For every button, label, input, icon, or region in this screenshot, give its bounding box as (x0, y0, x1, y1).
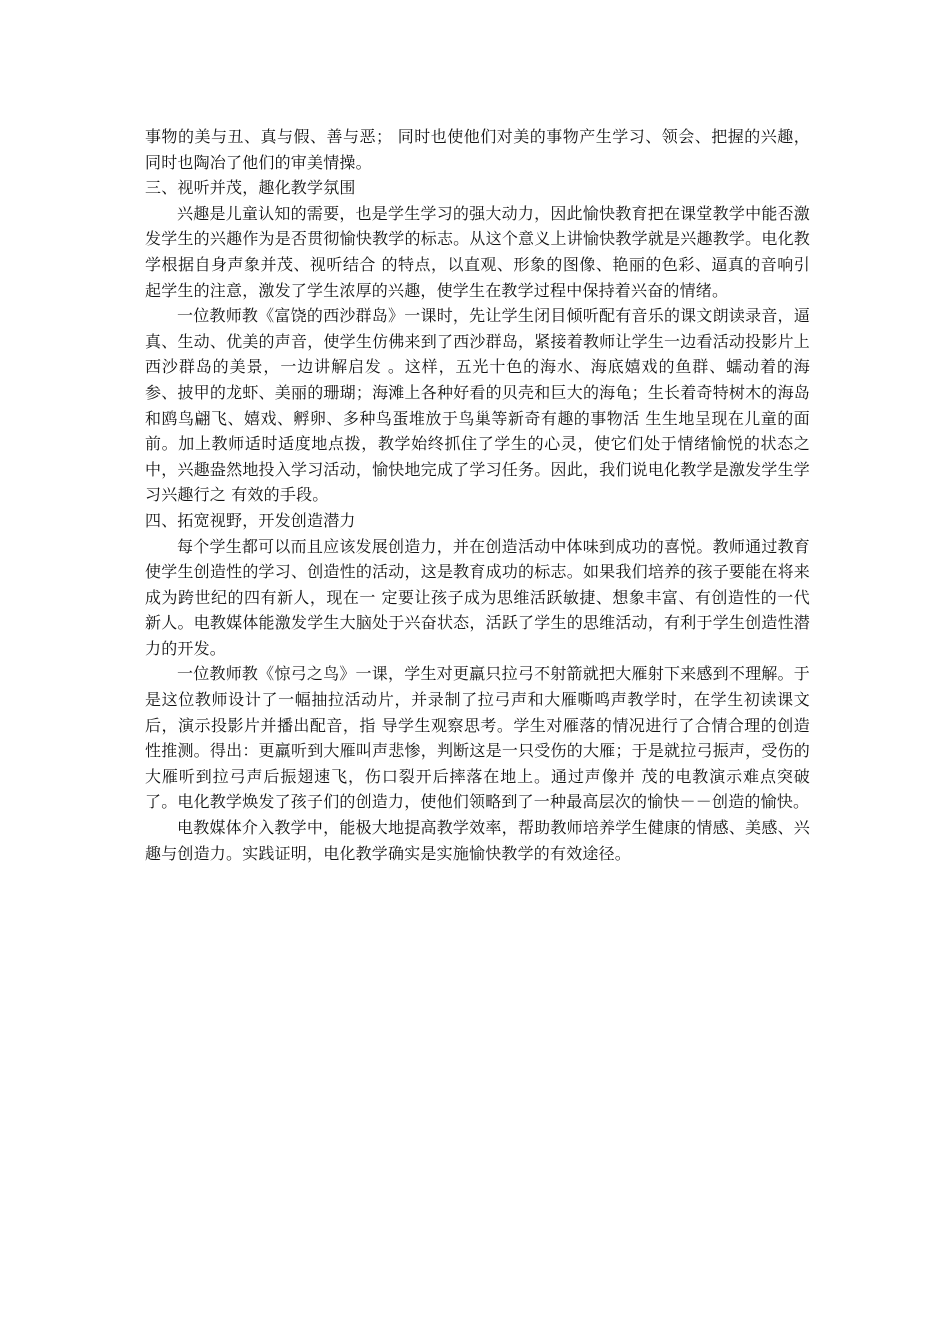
body-paragraph: 每个学生都可以而且应该发展创造力，并在创造活动中体味到成功的喜悦。教师通过教育使学生创造性的学习、创造性的活动，这是教育成功的标志。如果我们培养的孩子要能在将来成为跨世纪的四有新人，现在一 定要让孩子成为思维活跃敏捷、想象丰富、有创造性的一代新人。电教媒体能激发学生大脑处于兴奋状态，活跃了学生的思维活动，有利于学生创造性潜力的开发。 (145, 536, 810, 658)
body-paragraph: 兴趣是儿童认知的需要，也是学生学习的强大动力，因此愉快教育把在课堂教学中能否激发学生的兴趣作为是否贯彻愉快教学的标志。从这个意义上讲愉快教学就是兴趣教学。电化教学根据自身声象并茂、视听结合 的特点，以直观、形象的图像、艳丽的色彩、逼真的音响引起学生的注意，激发了学生浓厚的兴趣，使学生在教学过程中保持着兴奋的情绪。 (145, 203, 810, 300)
document-body (145, 124, 810, 866)
continuation-paragraph: 事物的美与丑、真与假、善与恶； 同时也使他们对美的事物产生学习、领会、把握的兴趣，同时也陶冶了他们的审美情操。 (145, 127, 810, 172)
body-paragraph: 一位教师教《惊弓之鸟》一课，学生对更羸只拉弓不射箭就把大雁射下来感到不理解。于是这位教师设计了一幅抽拉活动片，并录制了拉弓声和大雁嘶鸣声教学时，在学生初读课文后，演示投影片并播出配音，指 导学生观察思考。学生对雁落的情况进行了合情合理的创造性推测。得出：更羸听到大雁叫声悲惨，判断这是一只受伤的大雁；于是就拉弓振声，受伤的大雁听到拉弓声后振翅速飞，伤口裂开后摔落在地上。通过声像并 茂的电教演示难点突破了。电化教学焕发了孩子们的创造力，使他们领略到了一种最高层次的愉快－－创造的愉快。 (145, 664, 810, 812)
section-heading-three: 三、视听并茂，趣化教学氛围 (145, 178, 356, 198)
conclusion-paragraph: 电教媒体介入教学中，能极大地提高教学效率，帮助教师培养学生健康的情感、美感、兴趣与创造力。实践证明，电化教学确实是实施愉快教学的有效途径。 (145, 818, 810, 863)
body-paragraph: 一位教师教《富饶的西沙群岛》一课时，先让学生闭目倾听配有音乐的课文朗读录音，逼真、生动、优美的声音，使学生仿佛来到了西沙群岛，紧接着教师让学生一边看活动投影片上西沙群岛的美景，一边讲解启发 。这样，五光十色的海水、海底嬉戏的鱼群、蠕动着的海参、披甲的龙虾、美丽的珊瑚；海滩上各种好看的贝壳和巨大的海龟；生长着奇特树木的海岛和鸥鸟翩飞、嬉戏、孵卵、多种鸟蛋堆放于鸟巢等新奇有趣的事物活 生生地呈现在儿童的面前。加上教师适时适度地点拨，教学始终抓住了学生的心灵，使它们处于情绪愉悦的状态之中，兴趣盎然地投入学习活动，愉快地完成了学习任务。因此，我们说电化教学是激发学生学习兴趣行之 有效的手段。 (145, 306, 810, 505)
section-heading-four: 四、拓宽视野，开发创造潜力 (145, 510, 356, 530)
